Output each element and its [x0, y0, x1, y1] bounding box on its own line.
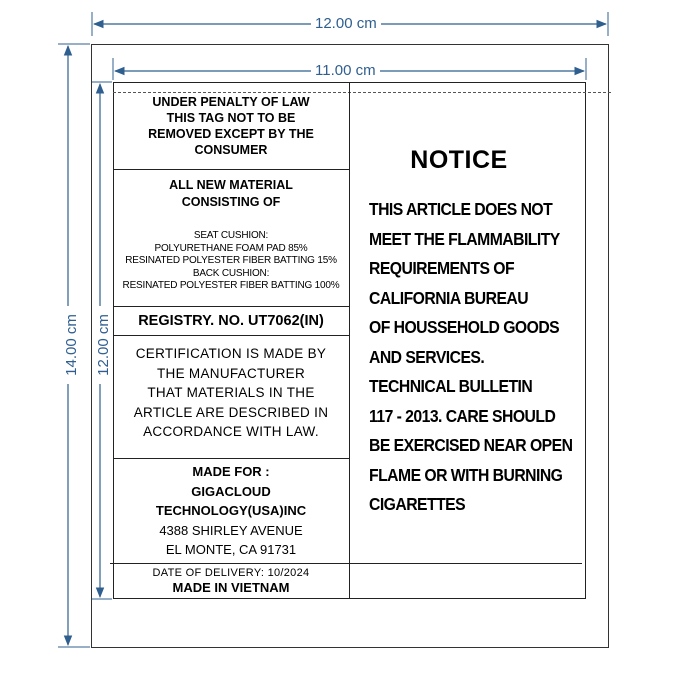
materials-section: [113, 177, 349, 293]
certification-text: CERTIFICATION IS MADE BY THE MANUFACTURER THAT MATERIALS IN THE ARTICLE ARE DESCRIBED IN ACCORDANCE WITH LAW.: [133, 346, 329, 439]
row-divider: [113, 169, 349, 170]
inner-width-label: 11.00 cm: [311, 63, 380, 79]
made-in-country: MADE IN VIETNAM: [172, 580, 290, 595]
row-divider: [113, 306, 349, 307]
made-for-section: [113, 462, 349, 560]
notice-body: THIS ARTICLE DOES NOT MEET THE FLAMMABILITY REQUIREMENTS OF CALIFORNIA BUREAU OF HOUSSEHOLD GOODS AND SERVICES. TECHNICAL BULLETIN 117 - 2013. CARE SHOULD BE EXERCISED NEAR OPEN FLAME OR WITH BURNING CIGARETTES: [369, 199, 573, 514]
row-divider: [113, 335, 349, 336]
outer-width-label: 12.00 cm: [311, 16, 381, 32]
row-divider: [113, 458, 349, 459]
materials-heading: ALL NEW MATERIAL CONSISTING OF: [169, 178, 293, 209]
materials-list: SEAT CUSHION: POLYURETHANE FOAM PAD 85% RESINATED POLYESTER FIBER BATTING 15% BACK CUSHION: RESINATED POLYESTER FIBER BATTING 100%: [122, 230, 340, 291]
date-of-delivery: DATE OF DELIVERY: 10/2024: [152, 567, 310, 579]
made-for-label: MADE FOR :: [192, 464, 270, 479]
outer-height-label: 14.00 cm: [64, 306, 80, 384]
fold-line: [113, 92, 611, 93]
notice-title: NOTICE: [410, 146, 508, 174]
company-name: GIGACLOUD: [191, 483, 271, 499]
registry-number: REGISTRY. NO. UT7062(IN): [138, 313, 324, 329]
penalty-notice: UNDER PENALTY OF LAW THIS TAG NOT TO BE REMOVED EXCEPT BY THE CONSUMER: [148, 95, 314, 157]
inner-height-label: 12.00 cm: [96, 306, 112, 384]
address-line: EL MONTE, CA 91731: [165, 542, 297, 557]
address-line: 4388 SHIRLEY AVENUE: [159, 522, 303, 538]
row-divider: [110, 563, 582, 564]
company-name: TECHNOLOGY(USA)INC: [155, 503, 307, 518]
